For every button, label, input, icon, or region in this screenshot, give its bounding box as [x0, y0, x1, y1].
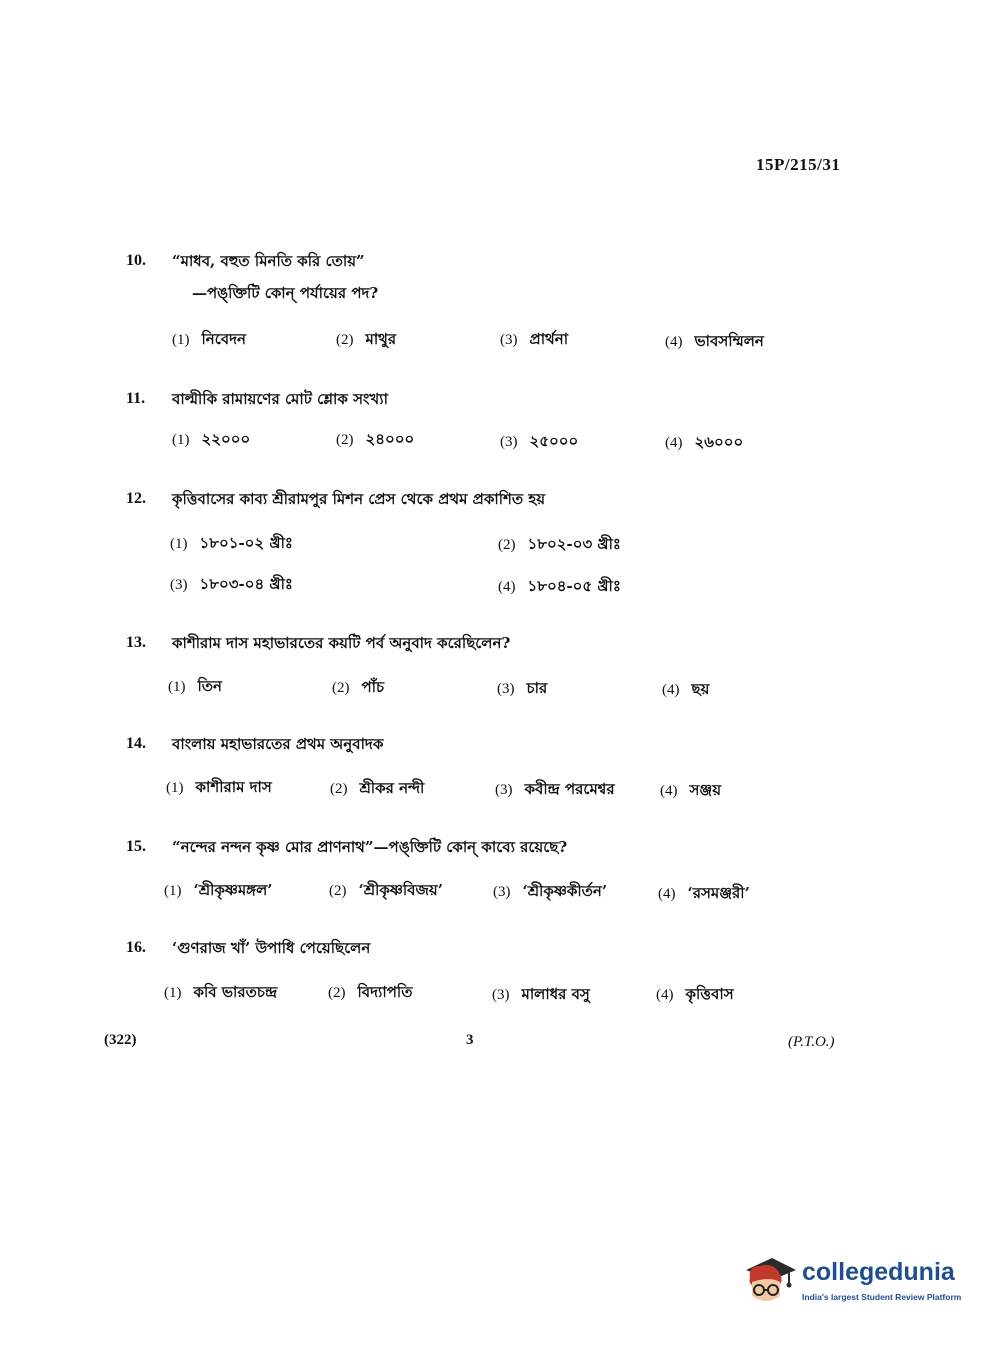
option: (2) শ্রীকর নন্দী — [330, 779, 425, 797]
question-number: 14. — [126, 735, 146, 752]
option: (3) ২৫০০০ — [500, 432, 579, 450]
option: (4) ‘রসমঞ্জরী’ — [658, 884, 750, 902]
question-number: 16. — [126, 939, 146, 956]
please-turn-over: (P.T.O.) — [788, 1034, 835, 1050]
option: (1) কবি ভারতচন্দ্র — [164, 983, 278, 1001]
question-text: ‘গুণরাজ খাঁ’ উপাধি পেয়েছিলেন — [172, 939, 371, 957]
option: (1) তিন — [168, 677, 222, 695]
option: (4) ভাবসম্মিলন — [665, 332, 764, 350]
page-number: 3 — [466, 1032, 474, 1048]
brand-tagline: India's largest Student Review Platform — [802, 1292, 962, 1302]
option: (2) ‘শ্রীকৃষ্ণবিজয়’ — [329, 881, 443, 899]
question-text: কাশীরাম দাস মহাভারতের কয়টি পর্ব অনুবাদ করেছিলেন? — [172, 634, 511, 652]
question-text: “মাধব, বহুত মিনতি করি তোয়” — [172, 252, 365, 270]
option: (3) ‘শ্রীকৃষ্ণকীর্তন’ — [493, 882, 608, 900]
option: (3) ১৮০৩-০৪ খ্রীঃ — [170, 575, 293, 593]
option: (4) ১৮০৪-০৫ খ্রীঃ — [498, 577, 621, 595]
option: (4) কৃত্তিবাস — [656, 985, 734, 1003]
option: (3) মালাধর বসু — [492, 985, 590, 1003]
option: (3) চার — [497, 679, 548, 697]
option: (1) ‘শ্রীকৃষ্ণমঙ্গল’ — [164, 881, 273, 899]
question-text: বাংলায় মহাভারতের প্রথম অনুবাদক — [172, 735, 384, 753]
question-number: 10. — [126, 252, 146, 269]
option: (2) বিদ্যাপতি — [328, 983, 413, 1001]
option: (1) ২২০০০ — [172, 430, 251, 448]
option: (3) কবীন্দ্র পরমেশ্বর — [495, 780, 615, 798]
booklet-code: (322) — [104, 1032, 137, 1048]
option: (4) ২৬০০০ — [665, 433, 744, 451]
question-number: 13. — [126, 634, 146, 651]
option: (2) ২৪০০০ — [336, 430, 415, 448]
question-text: বাল্মীকি রামায়ণের মোট শ্লোক সংখ্যা — [172, 390, 388, 408]
option: (2) মাথুর — [336, 330, 397, 348]
paper-code: 15P/215/31 — [756, 155, 841, 174]
option: (2) পাঁচ — [332, 678, 385, 696]
question-number: 15. — [126, 838, 146, 855]
option: (1) ১৮০১-০২ খ্রীঃ — [170, 534, 293, 552]
option: (4) ছয় — [662, 680, 710, 698]
question-number: 11. — [126, 390, 146, 407]
question-number: 12. — [126, 490, 146, 507]
option: (1) নিবেদন — [172, 330, 246, 348]
option: (1) কাশীরাম দাস — [166, 778, 272, 796]
option: (2) ১৮০২-০৩ খ্রীঃ — [498, 535, 621, 553]
option: (4) সঞ্জয় — [660, 781, 722, 799]
brand-name: collegedunia — [802, 1258, 955, 1286]
collegedunia-mascot-icon — [740, 1252, 800, 1312]
collegedunia-logo — [740, 1252, 970, 1314]
option: (3) প্রার্থনা — [500, 330, 569, 348]
question-text: কৃত্তিবাসের কাব্য শ্রীরামপুর মিশন প্রেস থেকে প্রথম প্রকাশিত হয় — [172, 490, 546, 508]
question-subtext: —পঙ্‌ক্তিটি কোন্‌ পর্যায়ের পদ? — [192, 284, 379, 302]
question-text: “নন্দের নন্দন কৃষ্ণ মোর প্রাণনাথ”—পঙ্‌ক্তিটি কোন্‌ কাব্যে রয়েছে? — [172, 838, 568, 856]
